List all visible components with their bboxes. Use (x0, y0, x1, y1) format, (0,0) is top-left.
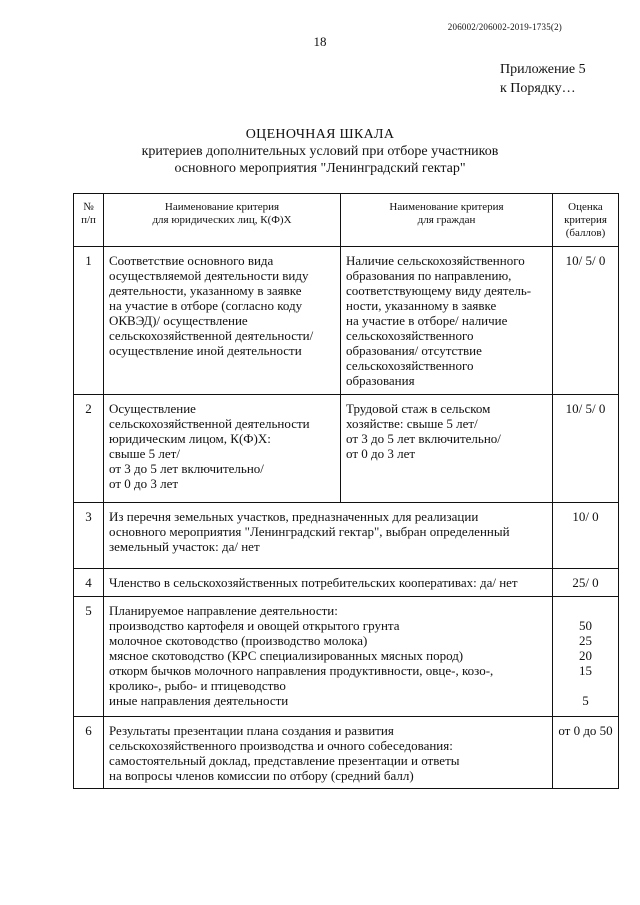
citizen-criterion: Трудовой стаж в сельском хозяйстве: свыше 5 лет/ от 3 до 5 лет включительно/ от 0 до 3 лет (341, 395, 553, 503)
table-row (74, 569, 619, 597)
row-number: 5 (74, 597, 104, 717)
row-number: 6 (74, 717, 104, 789)
legal-criterion: Соответствие основного вида осуществляемой деятельности виду деятельности, указанному в заявке на участие в отборе (согласно коду ОКВЭД)/ осуществление сельскохозяйственной деятельности/ осуществление иной деятельности (104, 247, 341, 395)
document-title (0, 126, 640, 177)
legal-criterion: Осуществление сельскохозяйственной деятельности юридическим лицом, К(Ф)Х: свыше 5 лет/ от 3 до 5 лет включительно/ от 0 до 3 лет (104, 395, 341, 503)
criterion-score: 25/ 0 (553, 569, 619, 597)
combined-criterion: Членство в сельскохозяйственных потребительских кооперативах: да/ нет (104, 569, 553, 597)
table-row (74, 597, 619, 717)
score-value: 50 (579, 618, 592, 633)
score-value: 5 (582, 693, 589, 708)
title-main: ОЦЕНОЧНАЯ ШКАЛА (245, 127, 395, 142)
score-value: 15 (579, 663, 592, 678)
score-value: 25 (579, 633, 592, 648)
page-number: 18 (313, 34, 327, 49)
table-row (74, 717, 619, 789)
appendix-line: Приложение 5 (500, 62, 586, 77)
header-num: № п/п (74, 194, 104, 247)
score-value: 20 (579, 648, 592, 663)
table-row (74, 395, 619, 503)
row-number: 1 (74, 247, 104, 395)
criterion-score: 10/ 5/ 0 (553, 395, 619, 503)
title-subline: основного мероприятия "Ленинградский гектар" (174, 161, 466, 176)
header-legal-entities: Наименование критерия для юридических лиц, К(Ф)Х (104, 194, 341, 247)
row-number: 3 (74, 503, 104, 569)
combined-criterion: Из перечня земельных участков, предназначенных для реализации основного мероприятия "Ленинградский гектар", выбран определенный земельный участок: да/ нет (104, 503, 553, 569)
combined-criterion: Планируемое направление деятельности: производство картофеля и овощей открытого грунта молочное скотоводство (производство молока) мясное скотоводство (КРС специализированных мясных пород) откорм бычков молочного направления продуктивности, овце-, козо-, кролико-, рыбо- и птицеводство иные направления деятельности (104, 597, 553, 717)
citizen-criterion: Наличие сельскохозяйственного образования по направлению, соответствующему виду деятель- ности, указанному в заявке на участие в отборе/ наличие сельскохозяйственного образования/ отсутствие сельскохозяйственного образования (341, 247, 553, 395)
criteria-table (73, 193, 619, 789)
header-score: Оценка критерия (баллов) (553, 194, 619, 247)
criterion-score: от 0 до 50 (553, 717, 619, 789)
header-citizens: Наименование критерия для граждан (341, 194, 553, 247)
appendix-reference (500, 60, 586, 98)
row-number: 2 (74, 395, 104, 503)
criterion-score-list (553, 597, 619, 717)
table-row (74, 503, 619, 569)
combined-criterion: Результаты презентации плана создания и развития сельскохозяйственного производства и очного собеседования: самостоятельный доклад, представление презентации и ответы на вопросы членов комиссии по отбору (средний балл) (104, 717, 553, 789)
table-row (74, 247, 619, 395)
criterion-score: 10/ 5/ 0 (553, 247, 619, 395)
row-number: 4 (74, 569, 104, 597)
document-code: 206002/206002-2019-1735(2) (447, 22, 562, 32)
title-subline: критериев дополнительных условий при отборе участников (141, 144, 499, 159)
criterion-score: 10/ 0 (553, 503, 619, 569)
appendix-line: к Порядку… (500, 81, 576, 96)
table-header-row (74, 194, 619, 247)
